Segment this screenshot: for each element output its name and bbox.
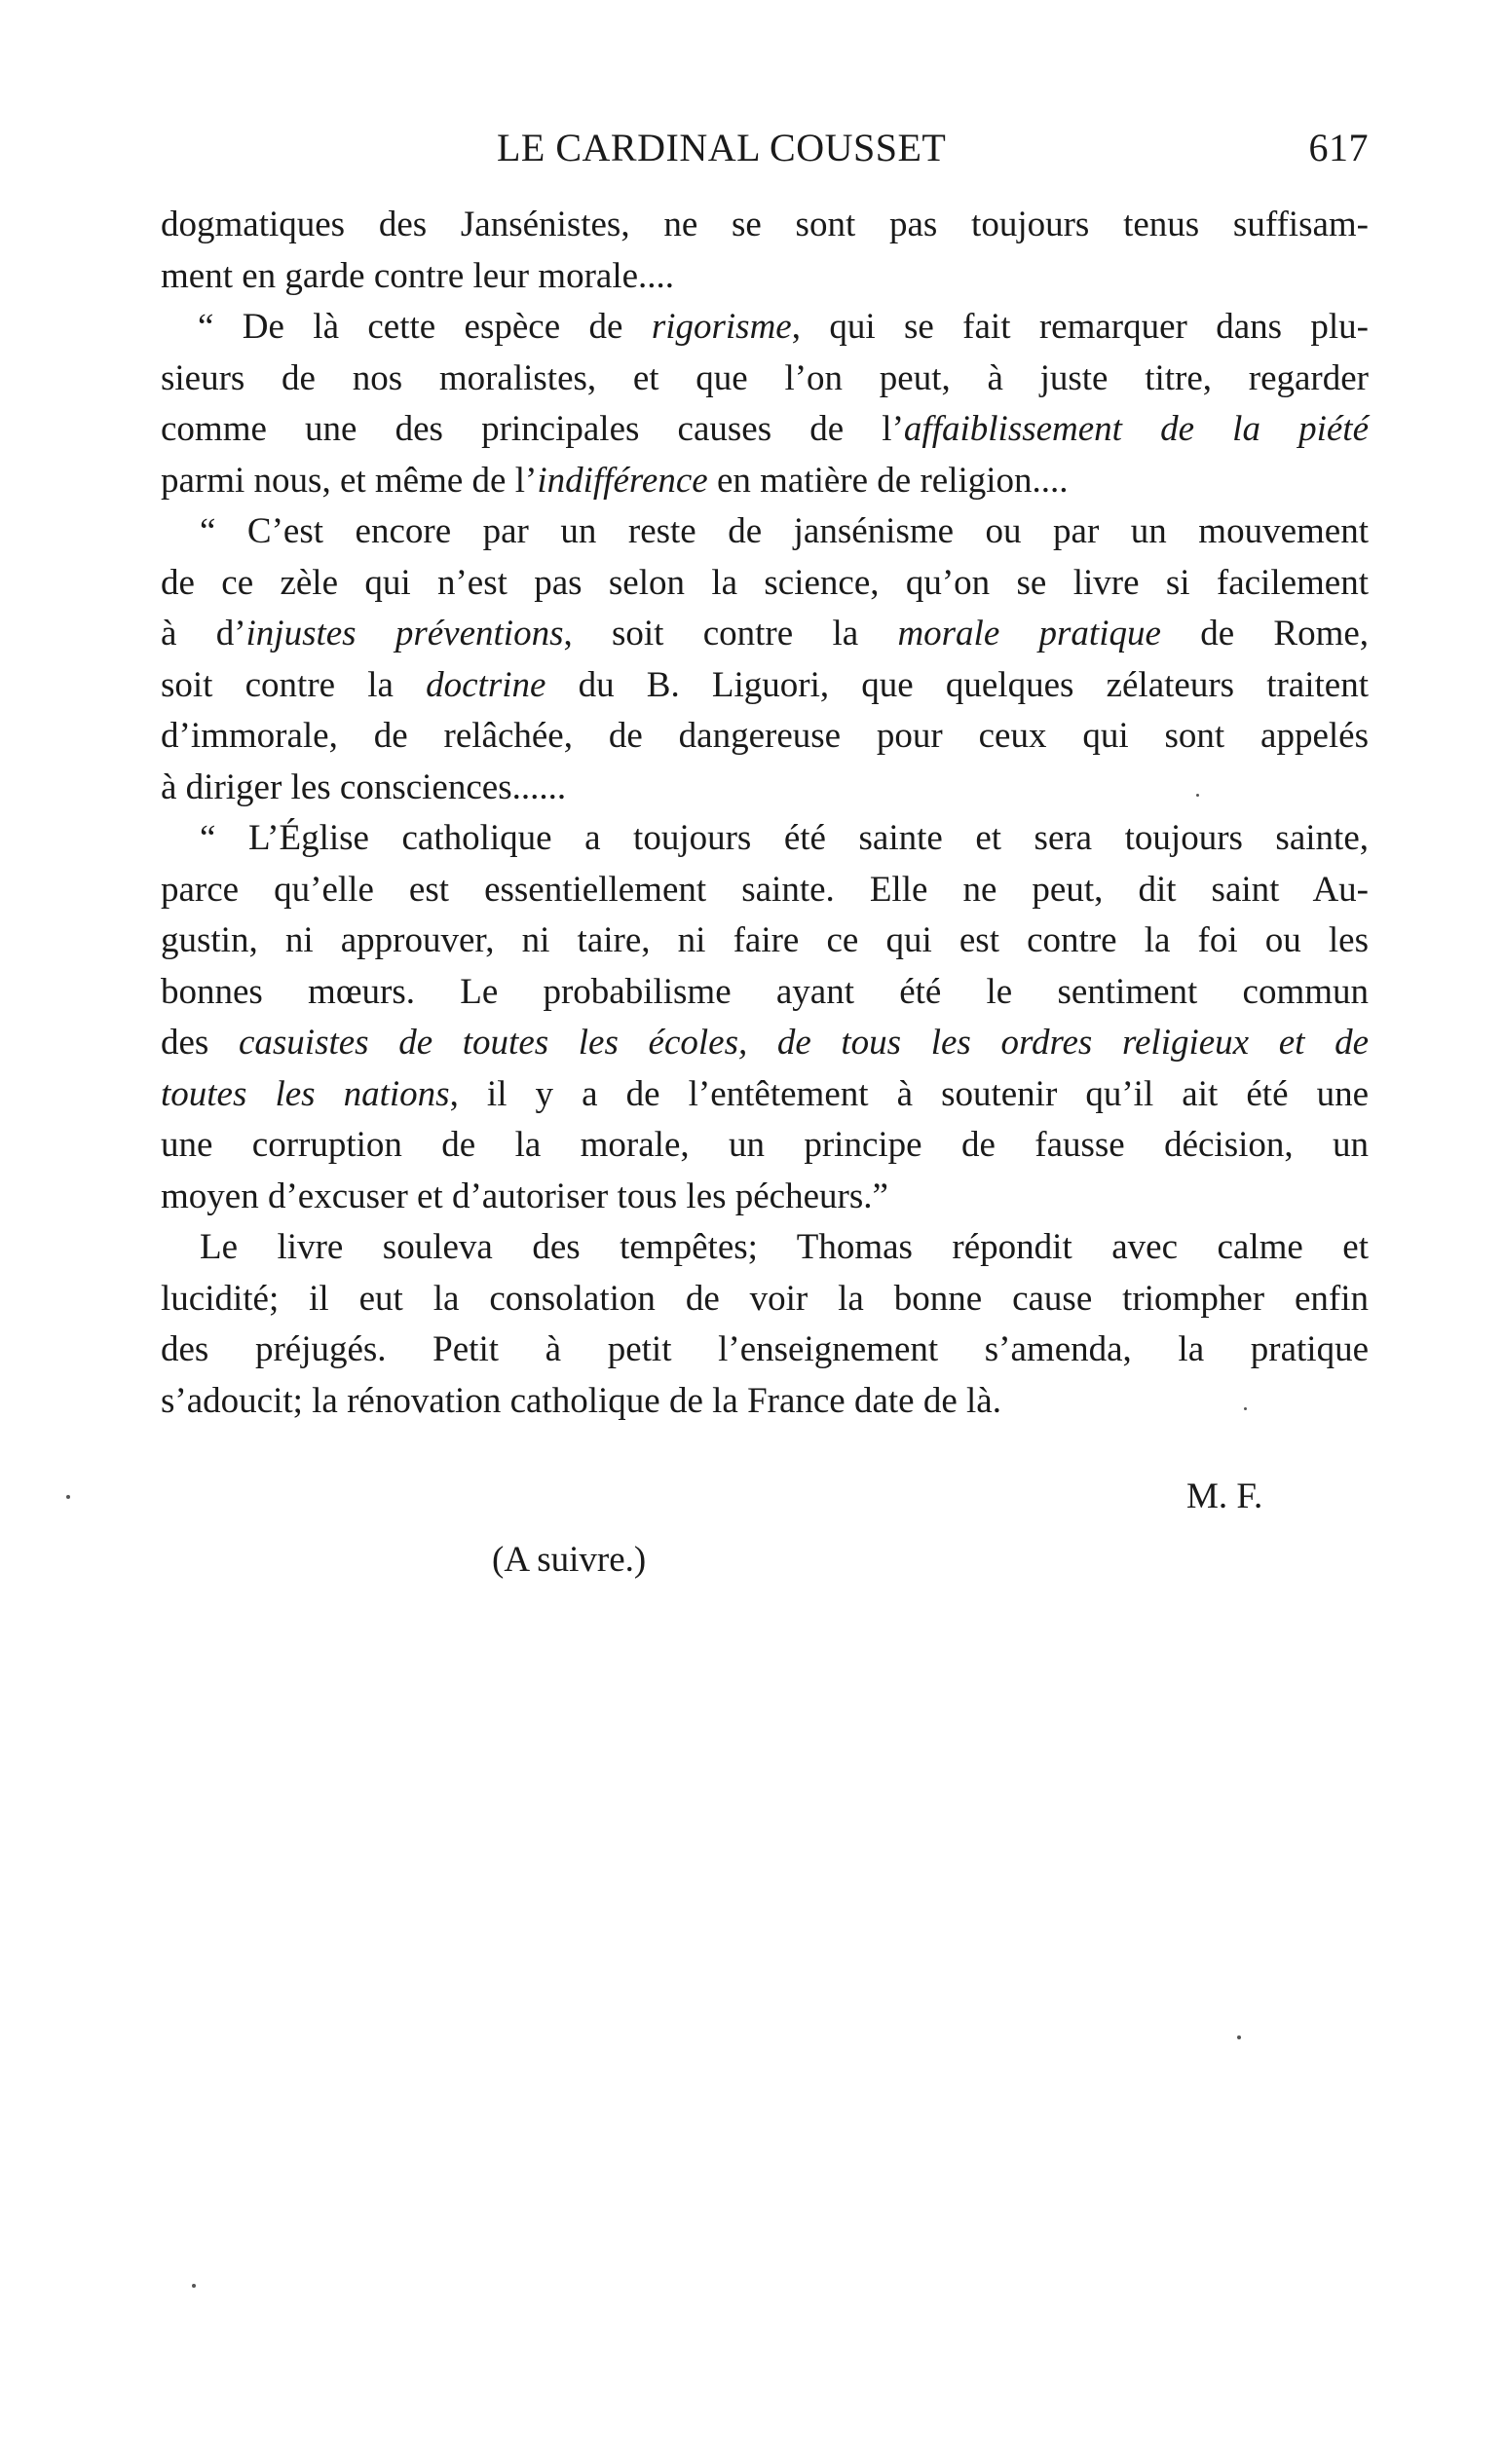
italic-term: affaiblissement de la piété — [903, 409, 1369, 449]
scan-speck — [1237, 2035, 1241, 2039]
running-head — [161, 125, 1369, 175]
running-title: LE CARDINAL COUSSET — [497, 126, 947, 169]
italic-term: indifférence — [537, 460, 708, 501]
text-line: “ De là cette espèce de rigorisme, qui se fait remarquer dans plu- — [198, 307, 1370, 347]
text-line: à diriger les consciences...... — [161, 766, 567, 807]
author-signature: M. F. — [1186, 1476, 1263, 1516]
italic-term: casuistes de toutes les écoles, de tous les ordres religieux et de — [238, 1023, 1369, 1063]
scan-speck — [192, 2284, 196, 2288]
page-number: 617 — [1308, 126, 1369, 169]
scan-speck — [1196, 794, 1199, 797]
italic-term: morale pratique — [897, 614, 1161, 653]
scan-speck — [1244, 1407, 1247, 1410]
text-line: “ C’est encore par un reste de jansénisme ou par un mouvement — [200, 511, 1369, 551]
text-line: soit contre la doctrine du B. Liguori, que quelques zélateurs traitent — [161, 664, 1369, 705]
text-line: des préjugés. Petit à petit l’enseignement s’amenda, la pratique — [161, 1329, 1369, 1369]
text-line: moyen d’excuser et d’autoriser tous les pécheurs.” — [161, 1176, 888, 1216]
text-line: lucidité; il eut la consolation de voir la bonne cause triompher enfin — [161, 1278, 1369, 1319]
italic-term: rigorisme — [651, 307, 792, 347]
italic-term: injustes préventions — [245, 614, 564, 653]
text-line: parce qu’elle est essentiellement sainte. Elle ne peut, dit saint Au- — [161, 869, 1369, 910]
body-text — [161, 200, 1369, 1427]
text-line: des casuistes de toutes les écoles, de tous les ordres religieux et de — [161, 1023, 1369, 1063]
italic-term: toutes les nations — [161, 1073, 450, 1114]
text-line: parmi nous, et même de l’indifférence en matière de religion.... — [161, 460, 1069, 501]
text-line: d’immorale, de relâchée, de dangereuse pour ceux qui sont appelés — [161, 716, 1369, 756]
text-line: Le livre souleva des tempêtes; Thomas répondit avec calme et — [200, 1227, 1369, 1267]
text-line: une corruption de la morale, un principe de fausse décision, un — [161, 1125, 1369, 1165]
italic-term: doctrine — [426, 664, 546, 705]
text-line: bonnes mœurs. Le probabilisme ayant été le sentiment commun — [161, 971, 1369, 1012]
text-line: dogmatiques des Jansénistes, ne se sont pas toujours tenus suffisam- — [161, 205, 1369, 244]
continuation-note: (A suivre.) — [492, 1540, 647, 1580]
text-line: toutes les nations, il y a de l’entêtement à soutenir qu’il ait été une — [161, 1073, 1369, 1114]
text-line: de ce zèle qui n’est pas selon la science, qu’on se livre si facilement — [161, 562, 1369, 603]
text-line: sieurs de nos moralistes, et que l’on peut, à juste titre, regarder — [161, 357, 1369, 398]
text-line: à d’injustes préventions, soit contre la morale pratique de Rome, — [161, 614, 1370, 653]
text-line: comme une des principales causes de l’affaiblissement de la piété — [161, 409, 1369, 449]
text-line: ment en garde contre leur morale.... — [161, 255, 675, 296]
text-line: gustin, ni approuver, ni taire, ni faire ce qui est contre la foi ou les — [161, 920, 1369, 960]
scan-speck — [66, 1495, 70, 1499]
text-line: “ L’Église catholique a toujours été sainte et sera toujours sainte, — [200, 818, 1369, 858]
text-line: s’adoucit; la rénovation catholique de la France date de là. — [161, 1380, 1001, 1421]
